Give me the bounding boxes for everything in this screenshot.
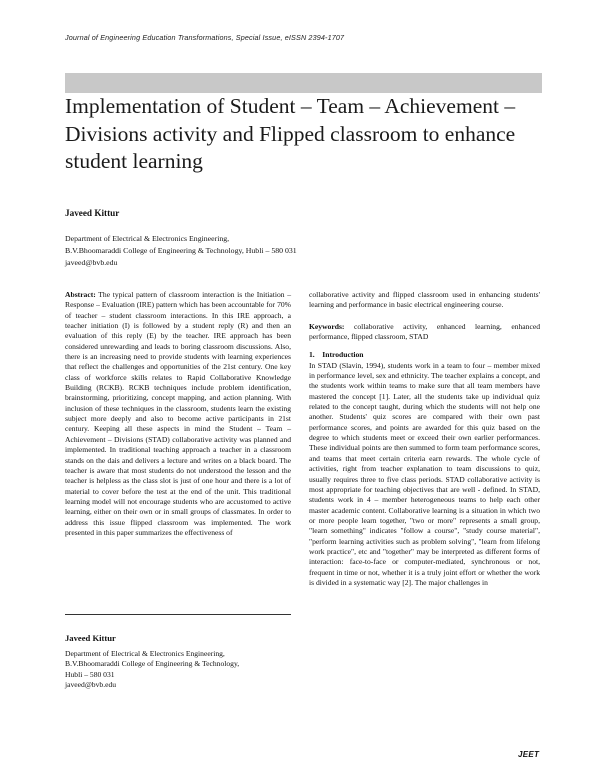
title-band xyxy=(65,73,542,93)
abstract-continuation: collaborative activity and flipped classroom used in enhancing students' learning and performance in basic electrical engineering course. xyxy=(309,290,540,310)
paper-title: Implementation of Student – Team – Achievement – Divisions activity and Flipped classroom to enhance student learning xyxy=(65,94,516,173)
affiliation-email: javeed@bvb.edu xyxy=(65,258,118,267)
keywords-label: Keywords: xyxy=(309,321,345,331)
author-affiliation xyxy=(65,233,297,269)
abstract-text: The typical pattern of classroom interaction is the Initiation – Response – Evaluation (IRE) pattern which has been accountable for 70% of teacher – student classroom interactions. In this IRE approach, a teacher initiation (I) is followed by a student reply (R) and then an evaluation of this reply (E) by the teacher. IRE approach has been considered unrewarding and leads to boring classroom discussions. Also, there is an increasing need to provide students with learning experiences that reflect the challenges and opportunities of the 21st century. One key class of workforce skills relates to Rapid Collaborative Knowledge Building (RCKB). RCKB techniques include problem identification, brainstorming, prioritizing, concept mapping, and action planning. With inclusion of these techniques in the classroom, students learn the existing subject more deeply and also to become active participants in 21st century. Keeping all these aspects in mind the Student – Team – Achievement – Divisions (STAD) collaborative activity was planned and implemented. In traditional teaching approach a teacher in a classroom stands on the dais and delivers a lecture and writes on a black board. The teacher is aware that most students do not understood the lesson and the teacher is helpless as the class slot is just of one hour and there is a lot of material to cover before the test at the end of the unit. This traditional learning model will not encourage students who are accustomed to active learning, either on their own or in small groups of classmates. In order to address this issue flipped classroom was implemented. The work presented in this paper summarizes the effectiveness of xyxy=(65,290,292,537)
footer-affiliation xyxy=(65,649,291,691)
footer-email: javeed@bvb.edu xyxy=(65,680,117,690)
journal-header: Journal of Engineering Education Transformations, Special Issue, eISSN 2394-1707 xyxy=(65,33,345,42)
introduction-heading: 1. Introduction xyxy=(309,350,364,360)
footer-divider xyxy=(65,614,291,615)
affiliation-line-2: B.V.Bhoomaraddi College of Engineering & Technology, Hubli – 580 031 xyxy=(65,246,297,255)
author-name: Javeed Kittur xyxy=(65,208,120,218)
footer-affiliation-line-2: B.V.Bhoomaraddi College of Engineering & Technology, xyxy=(65,659,240,669)
affiliation-line-1: Department of Electrical & Electronics Engineering, xyxy=(65,234,230,243)
abstract-label: Abstract: xyxy=(65,290,96,299)
keywords xyxy=(309,322,540,343)
footer-affiliation-line-1: Department of Electrical & Electronics Engineering, xyxy=(65,649,225,658)
left-column xyxy=(65,290,291,538)
abstract xyxy=(65,290,291,538)
introduction-text: In STAD (Slavin, 1994), students work in a team to four – member mixed in performance level, sex and ethnicity. The teacher explains a concept, and the students work within teams to make sure that all team members have mastered the concept [1]. Later, all the students take up individual quiz related to the concept taught, during which the students will not help one another. Students' quiz scores are compared with their own past performance scores, and points are awarded for this quiz based on the degree to which students meet or exceed their own earlier performances. These individual points are then summed to form team performance scores, and teams that meet certain criteria earn rewards. The whole cycle of activities, right from teacher explanation to team discussions to quiz, usually requires three to five class periods. STAD collaborative activity is most appropriate for teaching objectives that are well - defined. In STAD, students work in 4 – member heterogeneous teams to help each other master academic content. Collaborative learning is a situation in which two or more people learn together, "two or more" represents a small group, "learn something" indicates "follow a course", "study course material", "perform learning activities such as problem solving", "learn from lifelong work practice", etc and "together" may be interpreted as different forms of interaction: face-to-face or computer-mediated, synchronous or not, frequent in time or not, whether it is a truly joint effort or whether the work is divided in a systematic way [2]. The major challenges in xyxy=(309,360,540,587)
jeet-logo: JEET xyxy=(518,750,540,759)
right-column xyxy=(309,290,540,588)
footer-affiliation-line-3: Hubli – 580 031 xyxy=(65,669,115,679)
keywords-text: collaborative activity, enhanced learning, enhanced performance, flipped classroom, STAD xyxy=(309,321,540,342)
footer-author-name: Javeed Kittur xyxy=(65,633,116,643)
